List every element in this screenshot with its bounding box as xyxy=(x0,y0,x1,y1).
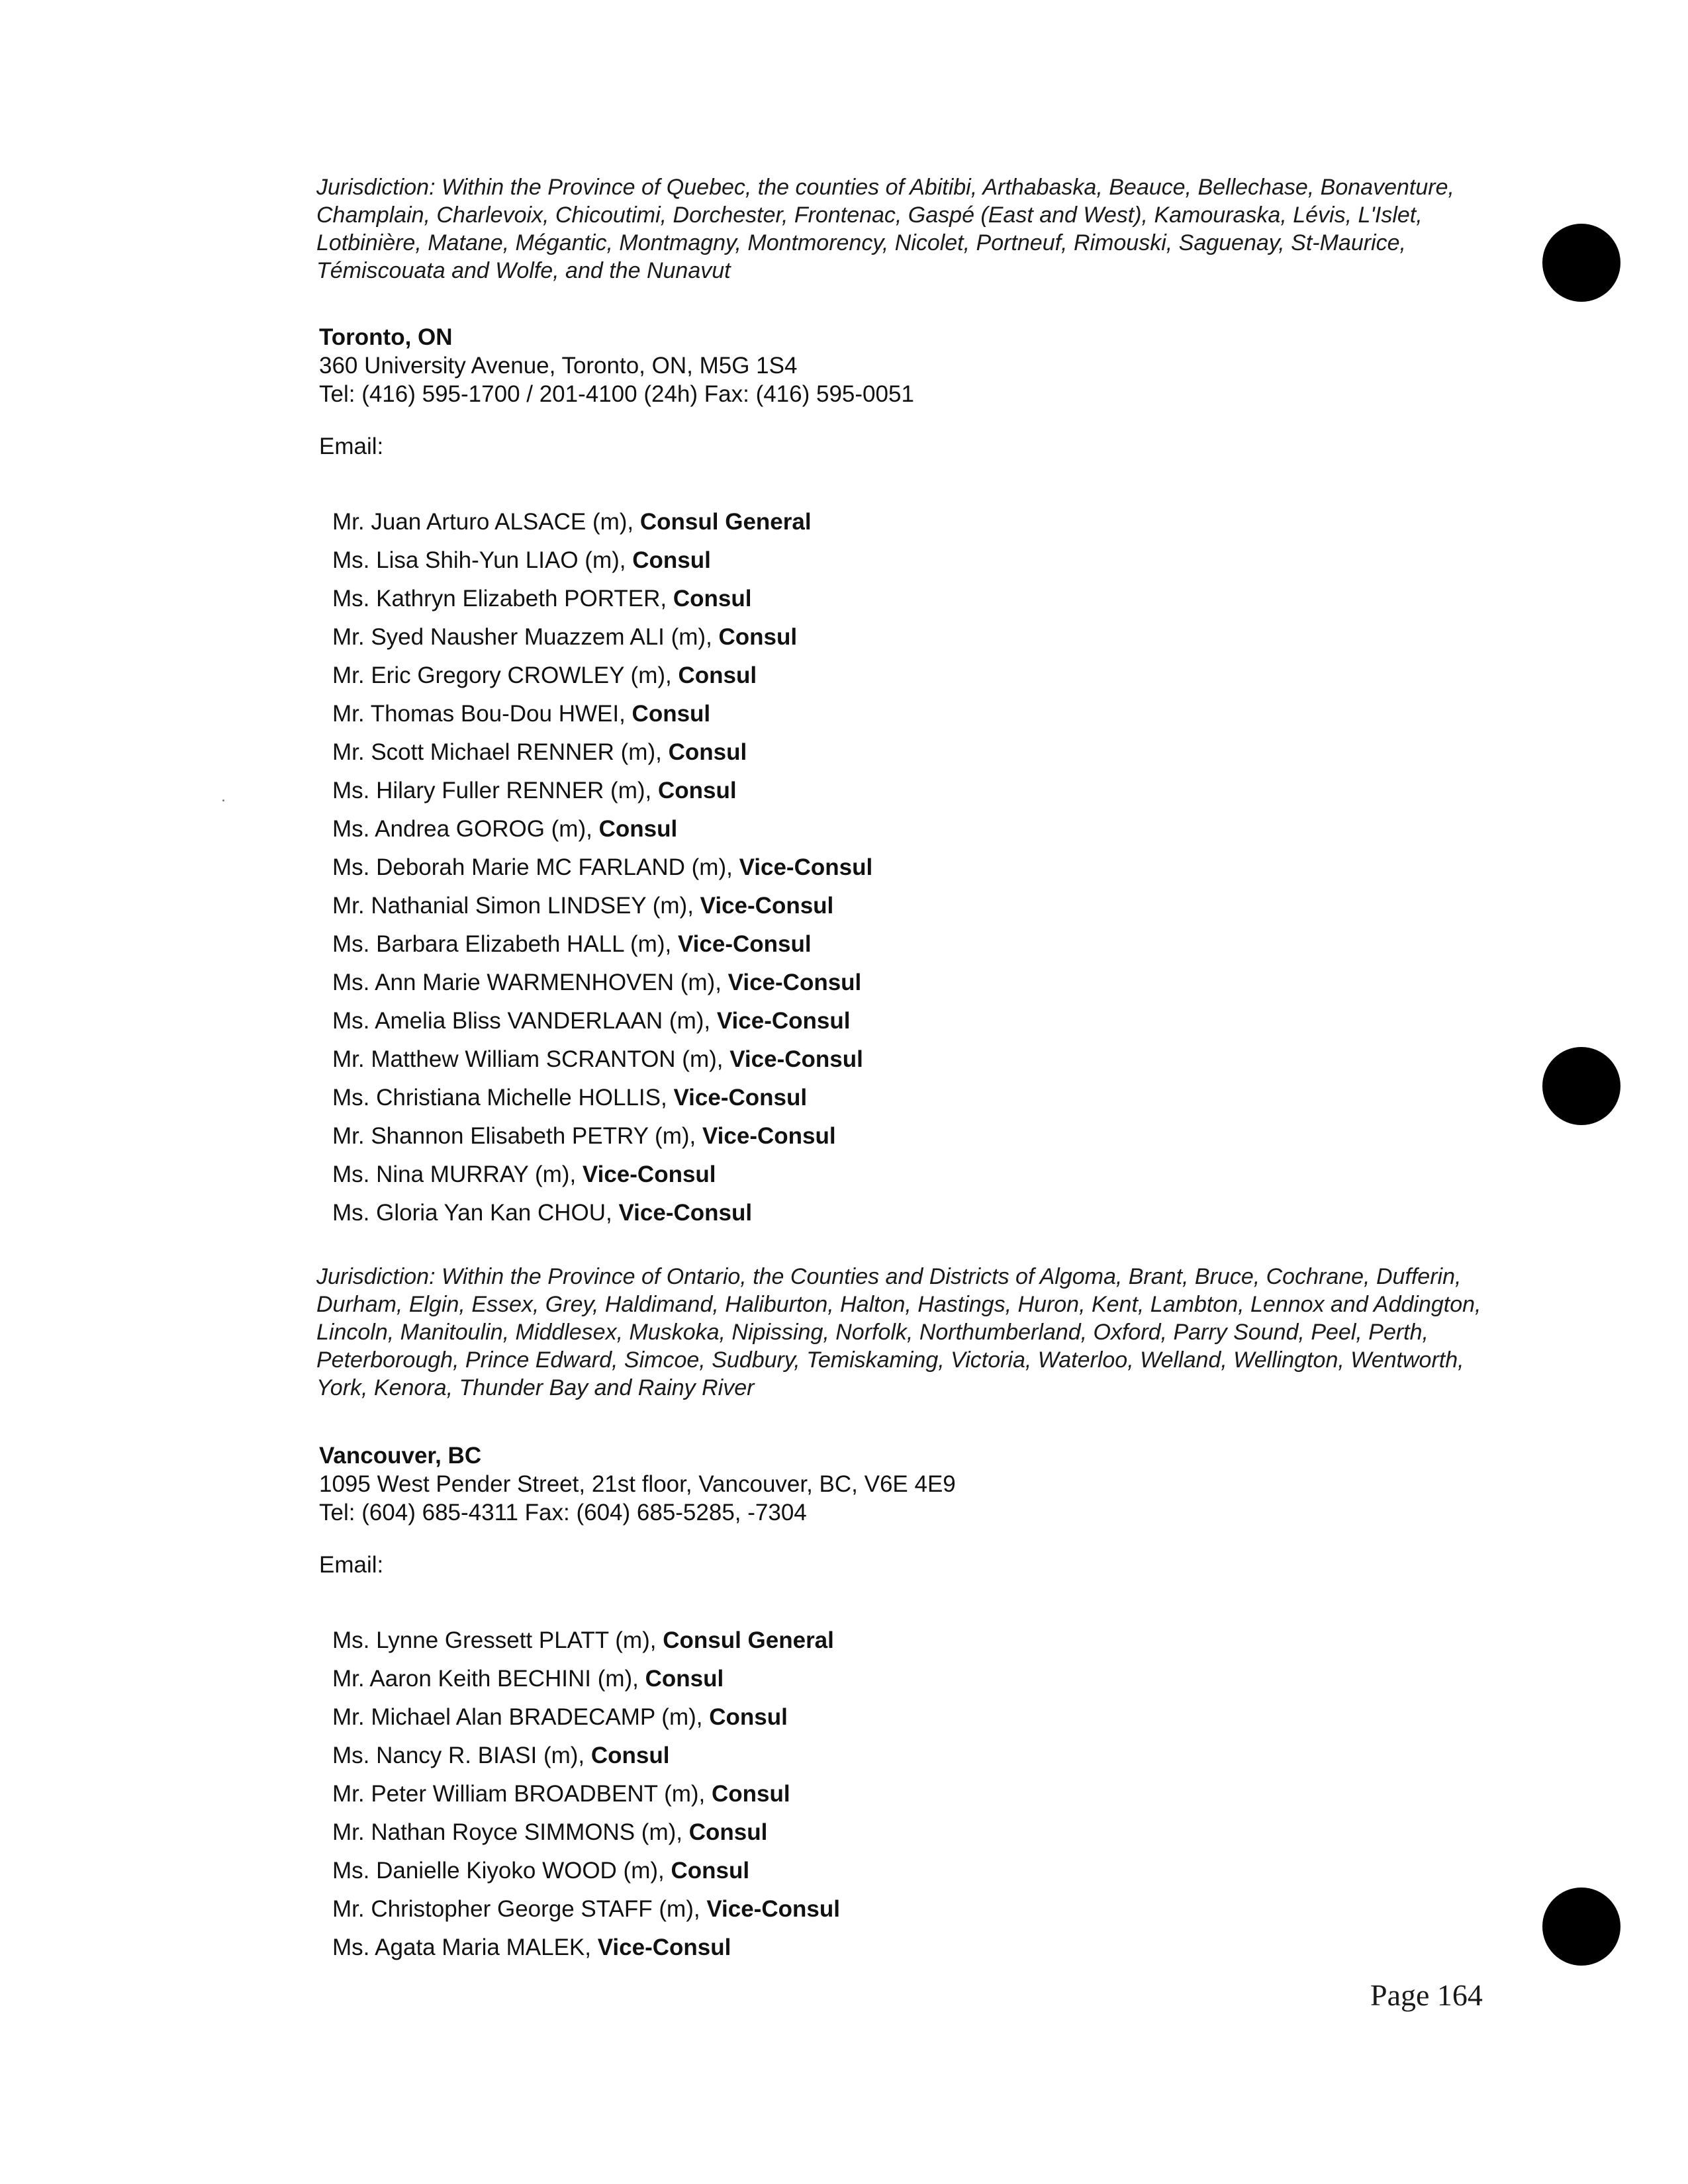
staff-name: Ms. Barbara Elizabeth HALL (m), xyxy=(332,931,678,957)
staff-row xyxy=(332,1698,840,1737)
staff-row xyxy=(332,1852,840,1890)
scan-speck xyxy=(222,799,224,801)
office-phone: Tel: (604) 685-4311 Fax: (604) 685-5285, -7304 xyxy=(319,1500,807,1525)
staff-row xyxy=(332,1117,872,1156)
office-email-label: Email: xyxy=(319,1552,384,1578)
staff-name: Mr. Shannon Elisabeth PETRY (m), xyxy=(332,1123,702,1149)
staff-title: Consul xyxy=(709,1704,788,1730)
staff-title: Vice-Consul xyxy=(716,1008,851,1034)
punch-hole xyxy=(1542,1047,1620,1125)
staff-row xyxy=(332,1621,840,1660)
staff-title: Consul xyxy=(671,1858,750,1884)
staff-name: Ms. Nancy R. BIASI (m), xyxy=(332,1743,591,1768)
staff-title: Vice-Consul xyxy=(706,1896,840,1922)
staff-row xyxy=(332,618,872,657)
staff-name: Ms. Andrea GOROG (m), xyxy=(332,816,599,842)
staff-title: Vice-Consul xyxy=(677,931,812,957)
staff-row xyxy=(332,1929,840,1967)
office-address: 1095 West Pender Street, 21st floor, Vancouver, BC, V6E 4E9 xyxy=(319,1471,956,1497)
staff-name: Ms. Amelia Bliss VANDERLAAN (m), xyxy=(332,1008,717,1034)
staff-list-toronto xyxy=(332,503,872,1232)
staff-title: Consul xyxy=(678,662,757,688)
staff-name: Ms. Hilary Fuller RENNER (m), xyxy=(332,778,658,803)
staff-name: Ms. Christiana Michelle HOLLIS, xyxy=(332,1085,674,1111)
staff-row xyxy=(332,810,872,848)
staff-name: Ms. Deborah Marie MC FARLAND (m), xyxy=(332,854,739,880)
staff-row xyxy=(332,1040,872,1079)
jurisdiction-quebec: Jurisdiction: Within the Province of Quebec, the counties of Abitibi, Arthabaska, Beauce, Bellechase, Bonaventure, Champlain, Charlevoix, Chicoutimi, Dorchester, Frontenac, Gaspé (East and West), Kamouraska, Lévis, L'Islet, Lotbinière, Matane, Mégantic, Montmagny, Montmorency, Nicolet, Portneuf, Rimouski, Saguenay, St-Maurice, Témiscouata and Wolfe, and the Nunavut xyxy=(316,175,1454,283)
staff-title: Consul xyxy=(718,624,798,650)
staff-name: Mr. Nathanial Simon LINDSEY (m), xyxy=(332,893,700,919)
jurisdiction-ontario: Jurisdiction: Within the Province of Ontario, the Counties and Districts of Algoma, Brant, Bruce, Cochrane, Dufferin, Durham, Elgin, Essex, Grey, Haldimand, Haliburton, Halton, Hastings, Huron, Kent, Lambton, Lennox and Addington, Lincoln, Manitoulin, Middlesex, Muskoka, Nipissing, Norfolk, Northumberland, Oxford, Parry Sound, Peel, Perth, Peterborough, Prince Edward, Simcoe, Sudbury, Temiskaming, Victoria, Waterloo, Welland, Wellington, Wentworth, York, Kenora, Thunder Bay and Rainy River xyxy=(316,1264,1481,1400)
office-vancouver xyxy=(319,1441,956,1579)
staff-title: Consul xyxy=(590,1743,670,1768)
staff-name: Mr. Syed Nausher Muazzem ALI (m), xyxy=(332,624,719,650)
staff-name: Ms. Kathryn Elizabeth PORTER, xyxy=(332,586,673,612)
staff-title: Consul xyxy=(632,547,711,573)
staff-title: Consul xyxy=(688,1819,768,1845)
page-number: Page 164 xyxy=(1370,1978,1483,2012)
office-name: Toronto, ON xyxy=(319,324,453,350)
staff-name: Ms. Agata Maria MALEK, xyxy=(332,1934,598,1960)
staff-title: Vice-Consul xyxy=(702,1123,836,1149)
staff-title: Vice-Consul xyxy=(700,893,834,919)
staff-title: Consul General xyxy=(639,509,812,535)
staff-name: Ms. Lynne Gressett PLATT (m), xyxy=(332,1627,663,1653)
staff-row xyxy=(332,1079,872,1117)
staff-title: Vice-Consul xyxy=(597,1934,731,1960)
staff-row xyxy=(332,848,872,887)
staff-title: Vice-Consul xyxy=(618,1200,753,1226)
staff-name: Mr. Peter William BROADBENT (m), xyxy=(332,1781,712,1807)
staff-name: Mr. Juan Arturo ALSACE (m), xyxy=(332,509,640,535)
staff-name: Ms. Danielle Kiyoko WOOD (m), xyxy=(332,1858,671,1884)
office-email-label: Email: xyxy=(319,433,384,459)
staff-title: Vice-Consul xyxy=(673,1085,808,1111)
staff-name: Mr. Scott Michael RENNER (m), xyxy=(332,739,669,765)
staff-name: Mr. Matthew William SCRANTON (m), xyxy=(332,1046,730,1072)
staff-title: Consul xyxy=(598,816,678,842)
staff-row xyxy=(332,695,872,733)
staff-title: Vice-Consul xyxy=(739,854,873,880)
staff-name: Mr. Aaron Keith BECHINI (m), xyxy=(332,1666,645,1692)
staff-name: Ms. Gloria Yan Kan CHOU, xyxy=(332,1200,619,1226)
staff-row xyxy=(332,503,872,541)
staff-row xyxy=(332,1737,840,1775)
staff-row xyxy=(332,733,872,772)
staff-name: Ms. Nina MURRAY (m), xyxy=(332,1161,583,1187)
staff-title: Consul General xyxy=(663,1627,834,1653)
staff-title: Vice-Consul xyxy=(729,1046,863,1072)
staff-row xyxy=(332,964,872,1002)
staff-title: Consul xyxy=(673,586,752,612)
staff-row xyxy=(332,1890,840,1929)
punch-hole xyxy=(1542,224,1620,302)
staff-list-vancouver xyxy=(332,1621,840,1967)
office-phone: Tel: (416) 595-1700 / 201-4100 (24h) Fax: (416) 595-0051 xyxy=(319,381,914,407)
staff-row xyxy=(332,772,872,810)
punch-hole xyxy=(1542,1888,1620,1966)
staff-row xyxy=(332,1002,872,1040)
staff-title: Consul xyxy=(645,1666,724,1692)
office-name: Vancouver, BC xyxy=(319,1443,482,1469)
staff-name: Mr. Christopher George STAFF (m), xyxy=(332,1896,707,1922)
staff-title: Vice-Consul xyxy=(727,970,862,995)
staff-title: Consul xyxy=(668,739,747,765)
staff-row xyxy=(332,1775,840,1813)
staff-title: Vice-Consul xyxy=(582,1161,716,1187)
staff-row xyxy=(332,580,872,618)
staff-name: Mr. Thomas Bou-Dou HWEI, xyxy=(332,701,632,727)
staff-name: Mr. Michael Alan BRADECAMP (m), xyxy=(332,1704,710,1730)
staff-title: Consul xyxy=(657,778,737,803)
staff-row xyxy=(332,887,872,925)
staff-row xyxy=(332,1660,840,1698)
staff-name: Ms. Ann Marie WARMENHOVEN (m), xyxy=(332,970,728,995)
staff-name: Ms. Lisa Shih-Yun LIAO (m), xyxy=(332,547,633,573)
staff-row xyxy=(332,1156,872,1194)
staff-title: Consul xyxy=(632,701,711,727)
staff-row xyxy=(332,1813,840,1852)
staff-name: Mr. Nathan Royce SIMMONS (m), xyxy=(332,1819,689,1845)
staff-row xyxy=(332,1194,872,1232)
staff-name: Mr. Eric Gregory CROWLEY (m), xyxy=(332,662,679,688)
office-address: 360 University Avenue, Toronto, ON, M5G 1S4 xyxy=(319,353,798,379)
staff-row xyxy=(332,657,872,695)
staff-row xyxy=(332,925,872,964)
staff-row xyxy=(332,541,872,580)
staff-title: Consul xyxy=(712,1781,790,1807)
office-toronto xyxy=(319,323,914,461)
